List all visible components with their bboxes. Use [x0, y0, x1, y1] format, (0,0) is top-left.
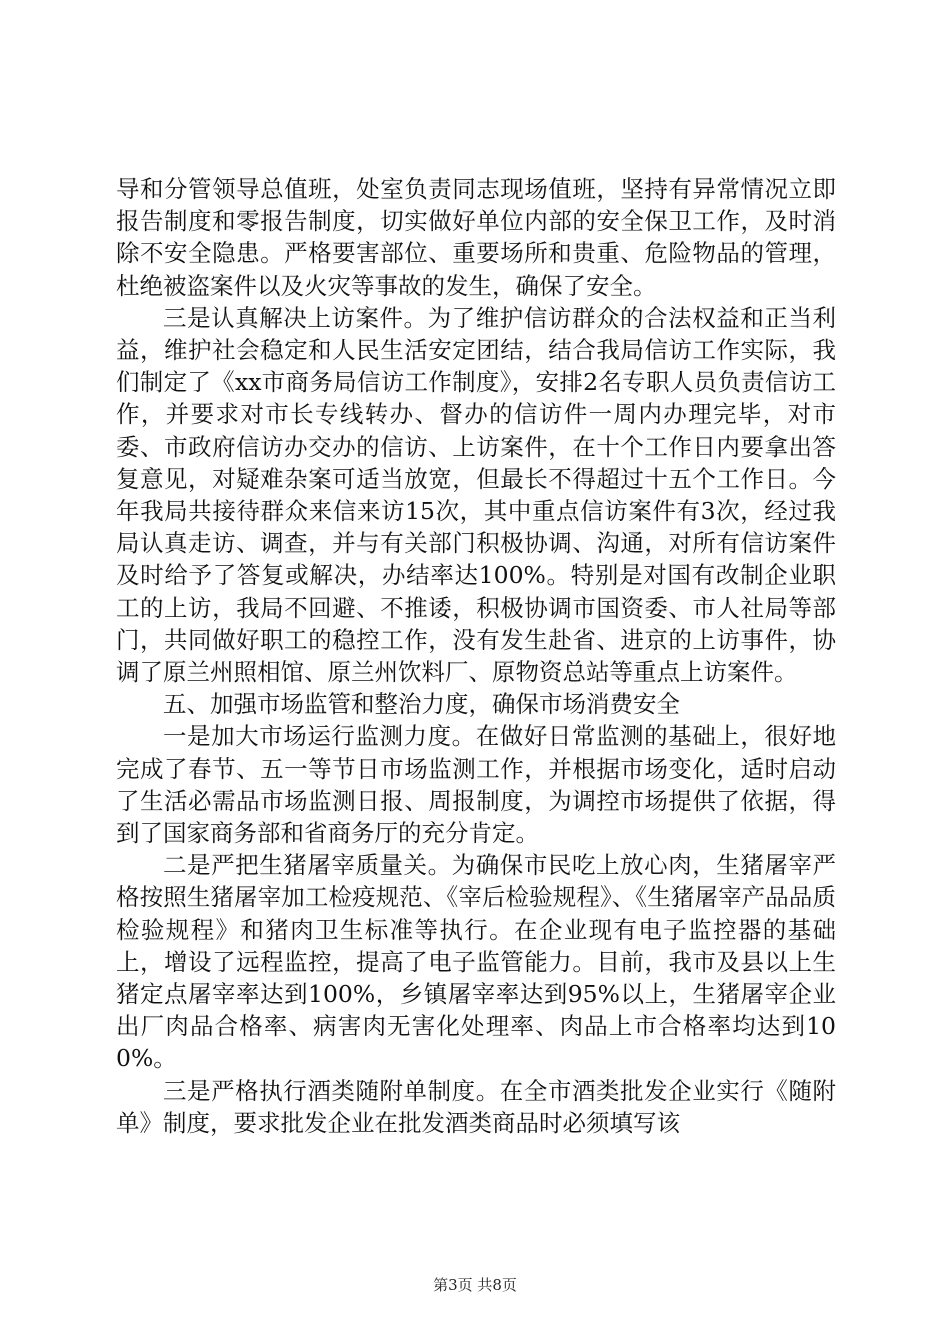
paragraph-3: 一是加大市场运行监测力度。在做好日常监测的基础上，很好地完成了春节、五一等节日市场监测工作，并根据市场变化，适时启动了生活必需品市场监测日报、周报制度，为调控市场提供了依据，得到了国家商务部和省商务厅的充分肯定。 — [116, 722, 836, 848]
paragraph-1: 导和分管领导总值班，处室负责同志现场值班，坚持有异常情况立即报告制度和零报告制度，切实做好单位内部的安全保卫工作，及时消除不安全隐患。严格要害部位、重要场所和贵重、危险物品的管理，杜绝被盗案件以及火灾等事故的发生，确保了安全。 — [116, 175, 836, 300]
paragraph-5: 三是严格执行酒类随附单制度。在全市酒类批发企业实行《随附单》制度，要求批发企业在批发酒类商品时必须填写该 — [116, 1076, 836, 1137]
page-footer: 第3页 共8页 — [433, 1276, 517, 1294]
document-body — [116, 173, 836, 1139]
paragraph-2: 三是认真解决上访案件。为了维护信访群众的合法权益和正当利益，维护社会稳定和人民生活安定团结，结合我局信访工作实际，我们制定了《xx市商务局信访工作制度》，安排2名专职人员负责信访工作，并要求对市长专线转办、督办的信访件一周内办理完毕，对市委、市政府信访办交办的信访、上访案件，在十个工作日内要拿出答复意见，对疑难杂案可适当放宽，但最长不得超过十五个工作日。今年我局共接待群众来信来访15次，其中重点信访案件有3次，经过我局认真走访、调查，并与有关部门积极协调、沟通，对所有信访案件及时给予了答复或解决，办结率达100%。特别是对国有改制企业职工的上访，我局不回避、不推诿，积极协调市国资委、市人社局等部门，共同做好职工的稳控工作，没有发生赴省、进京的上访事件，协调了原兰州照相馆、原兰州饮料厂、原物资总站等重点上访案件。 — [116, 303, 836, 687]
paragraph-4: 二是严把生猪屠宰质量关。为确保市民吃上放心肉，生猪屠宰严格按照生猪屠宰加工检疫规范、《宰后检验规程》、《生猪屠宰产品品质检验规程》和猪肉卫生标准等执行。在企业现有电子监控器的基础上，增设了远程监控，提高了电子监管能力。目前，我市及县以上生猪定点屠宰率达到100%，乡镇屠宰率达到95%以上，生猪屠宰企业出厂肉品合格率、病害肉无害化处理率、肉品上市合格率均达到100%。 — [116, 851, 836, 1073]
section-heading: 五、加强市场监管和整治力度，确保市场消费安全 — [163, 690, 680, 719]
